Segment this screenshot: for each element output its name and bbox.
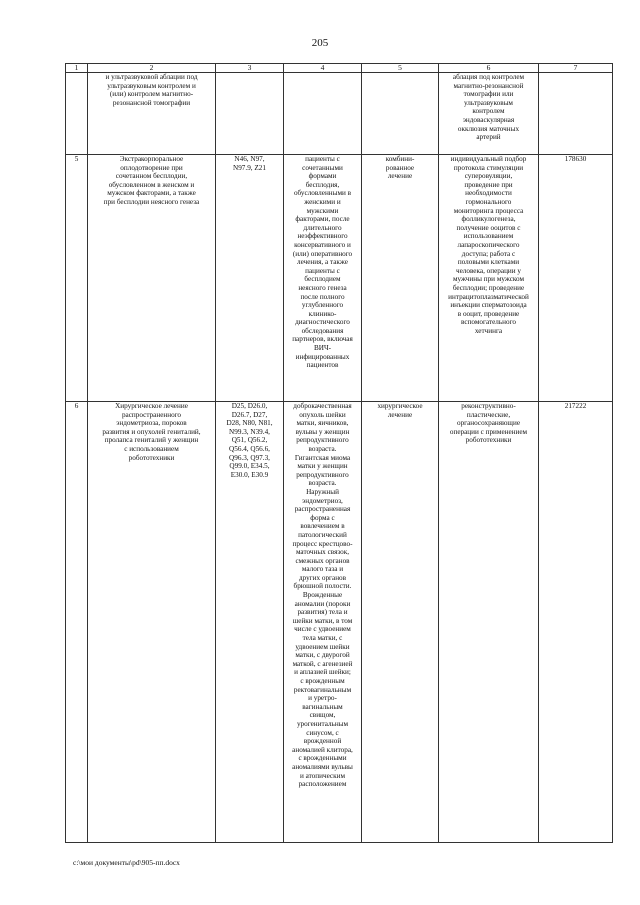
row-number-cell: 5 <box>66 155 88 402</box>
cost-cell: 178630 <box>539 155 613 402</box>
row-number-cell: 6 <box>66 402 88 843</box>
cost-cell <box>539 73 613 155</box>
page-number: 205 <box>311 37 329 49</box>
treatment-type-cell: комбини- рованное лечение <box>362 155 439 402</box>
care-type-cell: Экстракорпоральное оплодотворение при сочетанном бесплодии, обусловленном в женском и мужском факторами, а также при бесплодии неясного генеза <box>88 155 216 402</box>
icd-codes-cell <box>216 73 284 155</box>
column-number-2: 2 <box>88 64 216 73</box>
column-number-5: 5 <box>362 64 439 73</box>
table-row <box>66 402 613 843</box>
table-row <box>66 155 613 402</box>
treatment-method-cell: индивидуальный подбор протокола стимуляции суперовуляции, проведение при необходимости гормонального мониторинга процесса фолликулогенеза, получение ооцитов с использованием лапароскопического доступа; работа с половыми клетками человека, операции у мужчины при мужском бесплодии; проведение интрацитоплазматической инъекции сперматозоида в ооцит, проведение вспомогательного хетчинга <box>439 155 539 402</box>
cost-cell: 217222 <box>539 402 613 843</box>
patient-model-cell: пациенты с сочетанными формами бесплодия, обусловленными в женскими и мужскими факторами, после длительного неэффективного консервативного и (или) оперативного лечения, а также пациенты с бесплодием неясного генеза после полного углубленного клинико- диагностического обследования партнеров, включая ВИЧ- инфицированных пациентов <box>284 155 362 402</box>
column-number-3: 3 <box>216 64 284 73</box>
column-number-1: 1 <box>66 64 88 73</box>
treatment-type-cell: хирургическое лечение <box>362 402 439 843</box>
column-number-4: 4 <box>284 64 362 73</box>
icd-codes-cell: D25, D26.0, D26.7, D27, D28, N80, N81, N99.3, N39.4, Q51, Q56.2, Q56.4, Q56.6, Q96.3, Q97.3, Q99.0, E34.5, E30.0, E30.9 <box>216 402 284 843</box>
medical-care-table <box>65 63 613 843</box>
column-number-7: 7 <box>539 64 613 73</box>
column-number-6: 6 <box>439 64 539 73</box>
treatment-method-cell: аблация под контролем магнитно-резонансной томографии или ультразвуковым контролем эндоваскулярная окклюзия маточных артерий <box>439 73 539 155</box>
patient-model-cell <box>284 73 362 155</box>
patient-model-cell: доброкачественная опухоль шейки матки, яичников, вульвы у женщин репродуктивного возраста. Гигантская миома матки у женщин репродуктивного возраста. Наружный эндометриоз, распространенная форма с вовлечением в патологический процесс крестцово- маточных связок, смежных органов малого таза и других органов брюшной полости. Врожденные аномалии (пороки развития) тела и шейки матки, в том числе с удвоением тела матки, с удвоением шейки матки, с двурогой маткой, с агенезией и аплазией шейки; с врожденным ректовагинальным и уретро- вагинальным свищом, урогенитальным синусом, с врожденной аномалией клитора, с врожденными аномалиями вульвы и атопическим расположением <box>284 402 362 843</box>
care-type-cell: и ультразвуковой аблации под ультразвуковым контролем и (или) контролем магнитно- резонансной томографии <box>88 73 216 155</box>
icd-codes-cell: N46, N97, N97.9, Z21 <box>216 155 284 402</box>
row-number-cell <box>66 73 88 155</box>
table-row <box>66 73 613 155</box>
table-header-row <box>66 64 613 73</box>
file-path-footer: c:\мои документы\pd\905-пп.docx <box>73 858 180 867</box>
treatment-type-cell <box>362 73 439 155</box>
treatment-method-cell: реконструктивно- пластические, органосохраняющие операции с применением робототехники <box>439 402 539 843</box>
care-type-cell: Хирургическое лечение распространенного эндометриоза, пороков развития и опухолей гениталий, пролапса гениталий у женщин с использованием робототехники <box>88 402 216 843</box>
